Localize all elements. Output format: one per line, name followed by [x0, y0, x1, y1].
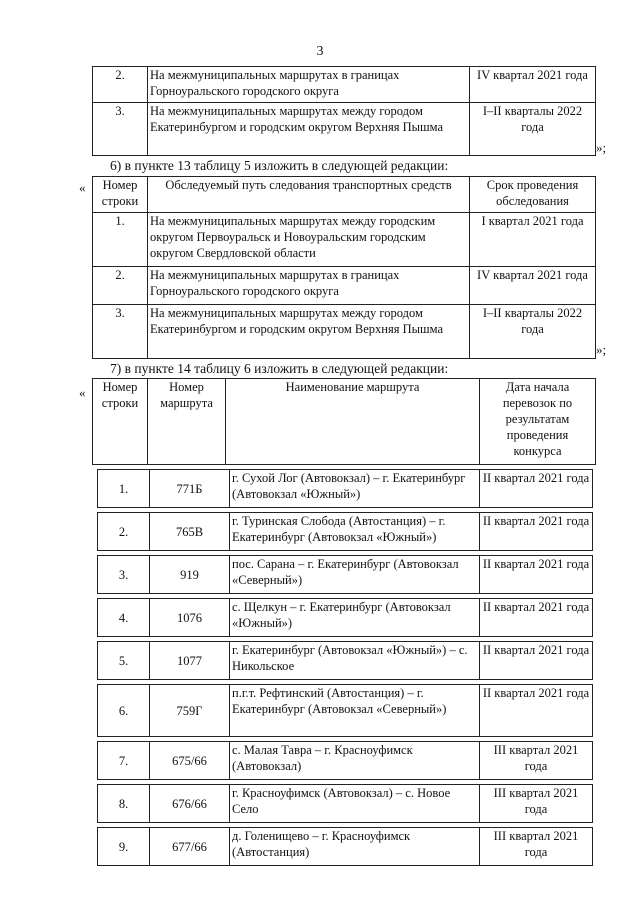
row-number: 2. [98, 513, 150, 551]
row-term: I квартал 2021 года [470, 213, 596, 267]
table-row [98, 685, 593, 737]
header-route-number: Номер маршрута [148, 379, 226, 465]
row-number: 3. [98, 556, 150, 594]
row-route-number: 765В [150, 513, 230, 551]
row-start-date: II квартал 2021 года [480, 556, 593, 594]
row-route-name: с. Щелкун – г. Екатеринбург (Автовокзал «Южный») [230, 599, 480, 637]
row-number: 4. [98, 599, 150, 637]
row-number: 9. [98, 828, 150, 866]
row-term: IV квартал 2021 года [470, 67, 596, 103]
row-term: IV квартал 2021 года [470, 267, 596, 305]
row-number: 2. [93, 67, 148, 103]
row-text: На межмуниципальных маршрутах между городом Екатеринбургом и городским округом Верхняя Пышма [148, 305, 470, 359]
open-quote-mark: « [79, 385, 86, 400]
row-text: На межмуниципальных маршрутах между городом Екатеринбургом и городским округом Верхняя Пышма [148, 103, 470, 156]
table-row [98, 599, 593, 637]
row-route-name: п.г.т. Рефтинский (Автостанция) – г. Екатеринбург (Автовокзал «Северный») [230, 685, 480, 737]
row-route-number: 677/66 [150, 828, 230, 866]
row-number: 6. [98, 685, 150, 737]
end-quote-mark: »; [596, 140, 607, 155]
header-term: Срок проведения обследования [470, 177, 596, 213]
row-route-name: с. Малая Тавра – г. Красноуфимск (Автовокзал) [230, 742, 480, 780]
row-route-number: 919 [150, 556, 230, 594]
row-start-date: III квартал 2021 года [480, 785, 593, 823]
table-row [93, 67, 596, 103]
row-term: I–II кварталы 2022 года [470, 103, 596, 156]
paragraph-7: 7) в пункте 14 таблицу 6 изложить в следующей редакции: [110, 361, 449, 376]
row-route-number: 1077 [150, 642, 230, 680]
row-start-date: III квартал 2021 года [480, 742, 593, 780]
row-route-name: д. Голенищево – г. Красноуфимск (Автостанция) [230, 828, 480, 866]
row-route-name: г. Красноуфимск (Автовокзал) – с. Новое Село [230, 785, 480, 823]
table-row [98, 556, 593, 594]
table-row [93, 103, 596, 156]
row-start-date: II квартал 2021 года [480, 470, 593, 508]
table-row [93, 305, 596, 359]
table-6-body [97, 469, 593, 866]
table-row [93, 213, 596, 267]
table-header-row [93, 379, 596, 465]
page-number: 3 [316, 44, 324, 59]
row-number: 1. [93, 213, 148, 267]
row-start-date: III квартал 2021 года [480, 828, 593, 866]
row-route-number: 676/66 [150, 785, 230, 823]
row-route-number: 759Г [150, 685, 230, 737]
table-row [98, 642, 593, 680]
row-number: 2. [93, 267, 148, 305]
table-row [93, 267, 596, 305]
header-path: Обследуемый путь следования транспортных средств [148, 177, 470, 213]
table-row [98, 828, 593, 866]
paragraph-6: 6) в пункте 13 таблицу 5 изложить в следующей редакции: [110, 158, 449, 173]
row-number: 8. [98, 785, 150, 823]
row-text: На межмуниципальных маршрутах в границах Горноуральского городского округа [148, 67, 470, 103]
table-5 [92, 176, 596, 359]
table-header-row [93, 177, 596, 213]
row-route-number: 771Б [150, 470, 230, 508]
table-row [98, 513, 593, 551]
table-row [98, 785, 593, 823]
table-row [98, 742, 593, 780]
row-number: 7. [98, 742, 150, 780]
row-start-date: II квартал 2021 года [480, 513, 593, 551]
row-number: 1. [98, 470, 150, 508]
row-number: 3. [93, 305, 148, 359]
end-quote-mark: »; [596, 342, 607, 357]
header-number: Номер строки [93, 379, 148, 465]
row-text: На межмуниципальных маршрутах между городским округом Первоуральск и Новоуральским городским округом Свердловской области [148, 213, 470, 267]
row-route-number: 1076 [150, 599, 230, 637]
header-start-date: Дата начала перевозок по результатам проведения конкурса [480, 379, 596, 465]
row-text: На межмуниципальных маршрутах в границах Горноуральского городского округа [148, 267, 470, 305]
row-start-date: II квартал 2021 года [480, 642, 593, 680]
row-route-name: г. Сухой Лог (Автовокзал) – г. Екатеринбург (Автовокзал «Южный») [230, 470, 480, 508]
open-quote-mark: « [79, 180, 86, 195]
row-number: 5. [98, 642, 150, 680]
row-start-date: II квартал 2021 года [480, 599, 593, 637]
row-term: I–II кварталы 2022 года [470, 305, 596, 359]
table-top-continuation [92, 66, 596, 156]
row-route-name: пос. Сарана – г. Екатеринбург (Автовокзал «Северный») [230, 556, 480, 594]
table-6 [92, 378, 596, 465]
row-start-date: II квартал 2021 года [480, 685, 593, 737]
row-number: 3. [93, 103, 148, 156]
table-row [98, 470, 593, 508]
row-route-name: г. Туринская Слобода (Автостанция) – г. Екатеринбург (Автовокзал «Южный») [230, 513, 480, 551]
header-number: Номер строки [93, 177, 148, 213]
row-route-name: г. Екатеринбург (Автовокзал «Южный») – с. Никольское [230, 642, 480, 680]
header-route-name: Наименование маршрута [226, 379, 480, 465]
row-route-number: 675/66 [150, 742, 230, 780]
